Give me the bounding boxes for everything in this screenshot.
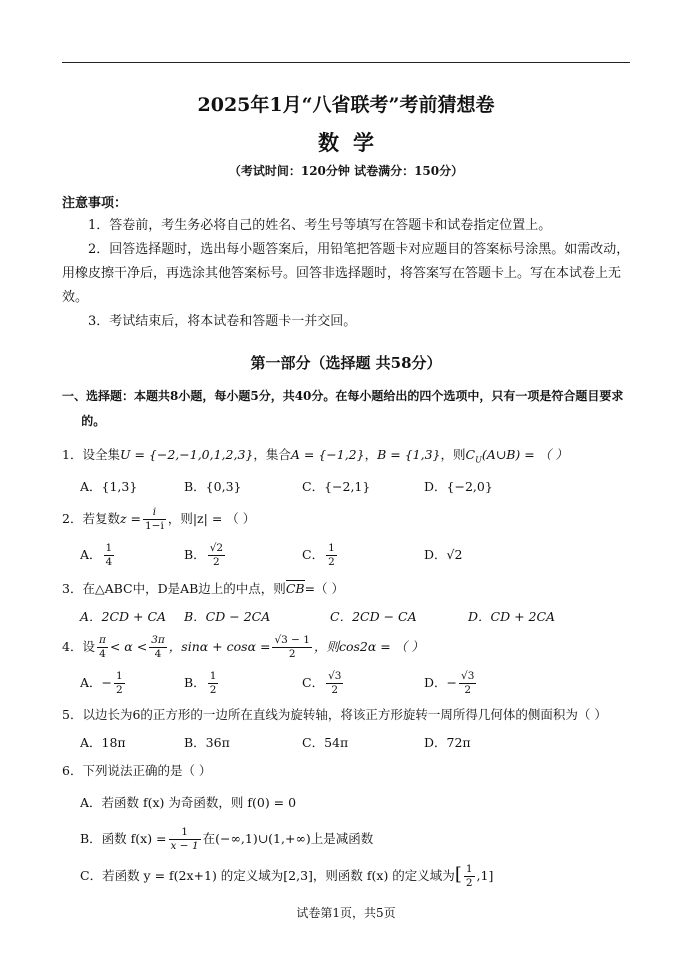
exam-subject: 数学 <box>318 130 388 155</box>
q2-a-num: 1 <box>105 542 113 554</box>
q1-set-a: A = {−1,2} <box>290 447 365 462</box>
q2-den: 1−i <box>145 520 164 532</box>
question-4 <box>62 634 630 660</box>
q4-c-den: 2 <box>331 684 339 696</box>
question-3 <box>62 576 630 602</box>
q1-lead: 1．设全集 <box>62 447 120 462</box>
q3-options <box>80 604 640 630</box>
q4-right-num: 3π <box>151 634 165 646</box>
q4-b-den: 2 <box>209 684 217 696</box>
q2-c-label: C． <box>302 547 325 562</box>
q2-option-a[interactable] <box>80 542 116 569</box>
q1-text: ， <box>364 447 378 462</box>
question-1 <box>62 442 630 468</box>
q5-options <box>80 730 640 756</box>
q3-option-d[interactable]: D．CD + 2CA <box>468 609 556 624</box>
q5-option-a[interactable]: A．18π <box>80 735 126 750</box>
q3-vector: CB <box>285 581 305 596</box>
q6-option-b[interactable] <box>80 826 640 853</box>
q2-fraction <box>143 506 166 533</box>
q3-lead: 3．在△ABC中，D是AB边上的中点，则 <box>62 581 286 596</box>
q2-lead: 2．若复数 <box>62 511 120 526</box>
exam-title: 2025年1月“八省联考”考前猜想卷 <box>197 94 495 116</box>
q2-option-c[interactable] <box>302 542 339 569</box>
q5-option-b[interactable]: B．36π <box>184 735 230 750</box>
q6-c-lead: C．若函数 y = f(2x+1) 的定义域为[2,3]，则函数 f(x) 的定义域为 <box>80 868 455 883</box>
q6-c-den: 2 <box>465 877 473 889</box>
notice-item: 3．考试结束后，将本试卷和答题卡一并交回。 <box>88 314 357 329</box>
header-rule <box>62 62 630 63</box>
q6-option-a[interactable]: A．若函数 f(x) 为奇函数，则 f(0) = 0 <box>80 795 297 810</box>
q1-options <box>80 474 640 500</box>
q4-options <box>80 670 640 696</box>
notice-item: 2．回答选择题时，选出每小题答案后，用铅笔把答题卡对应题目的答案标号涂黑。如需改动，用橡皮擦干净后，再选涂其他答案标号。回答非选择题时，将答案写在答题卡上。写在本试卷上无效。 <box>62 242 630 305</box>
q4-b-num: 1 <box>209 670 217 682</box>
q3-tail: =（ ） <box>304 581 345 596</box>
q2-tail: ，则|z| = （ ） <box>167 511 256 526</box>
q1-text: ，则 <box>440 447 466 462</box>
q3-option-c[interactable]: C．2CD − CA <box>330 609 417 624</box>
q4-left-den: 4 <box>99 648 106 660</box>
question-5: 5．以边长为6的正方形的一边所在直线为旋转轴，将该正方形旋转一周所得几何体的侧面积为（ ） <box>62 707 607 722</box>
q4-rhs-den: 2 <box>288 648 296 660</box>
q2-c-num: 1 <box>328 542 335 554</box>
q6-option-c[interactable] <box>80 862 640 890</box>
q2-option-d[interactable] <box>424 542 462 568</box>
q4-ineq-mid: < α < <box>109 639 148 654</box>
q4-c-label: C． <box>302 675 325 690</box>
q1-option-a[interactable]: A．{1,3} <box>80 479 138 494</box>
q2-d-label: D． <box>424 547 447 562</box>
section-intro-text: 一、选择题：本题共8小题，每小题5分，共40分。在每小题给出的四个选项中，只有一项是符合题目要求的。 <box>62 389 624 428</box>
q2-a-den: 4 <box>105 556 113 568</box>
q1-complement-sub: U <box>475 455 482 465</box>
section-intro <box>62 384 630 434</box>
q1-text: ，集合 <box>253 447 291 462</box>
q6-b-tail: 在(−∞,1)∪(1,+∞)上是减函数 <box>202 831 374 846</box>
q4-a-den: 2 <box>116 684 123 696</box>
q2-options <box>80 542 640 568</box>
q2-b-den: 2 <box>213 556 220 568</box>
q1-option-c[interactable]: C．{−2,1} <box>302 479 371 494</box>
q2-c-den: 2 <box>328 556 335 568</box>
q4-option-b[interactable] <box>184 670 220 697</box>
q4-c-num: √3 <box>328 670 342 682</box>
q1-complement: C <box>465 447 476 462</box>
q2-d-val: √2 <box>446 547 463 562</box>
q4-option-c[interactable] <box>302 670 345 697</box>
question-6: 6．下列说法正确的是（ ） <box>62 763 212 778</box>
q2-option-b[interactable] <box>184 542 227 569</box>
page-footer: 试卷第1页，共5页 <box>296 906 396 920</box>
q4-tail: ，则cos2α = （ ） <box>313 639 424 654</box>
q2-z: z = <box>119 511 141 526</box>
q6-b-den: x − 1 <box>170 840 199 852</box>
q4-b-label: B． <box>184 675 206 690</box>
q4-mid: ，sinα + cosα = <box>168 639 271 654</box>
notice-item: 1．答卷前，考生务必将自己的姓名、考生号等填写在答题卡和试卷指定位置上。 <box>88 218 552 233</box>
q1-expr-tail: (A∪B) = （ ） <box>481 447 568 462</box>
q5-option-c[interactable]: C．54π <box>302 735 349 750</box>
q6-b-num: 1 <box>169 826 201 840</box>
exam-info: （考试时间：120分钟 试卷满分：150分） <box>228 164 464 178</box>
q3-option-a[interactable]: A．2CD + CA <box>80 609 167 624</box>
q1-option-b[interactable]: B．{0,3} <box>184 479 242 494</box>
q1-set-b: B = {1,3} <box>377 447 441 462</box>
notice-heading: 注意事项： <box>62 196 128 211</box>
q4-d-den: 2 <box>464 684 472 696</box>
q6-b-lead: B．函数 f(x) = <box>80 831 167 846</box>
part-title: 第一部分（选择题 共58分） <box>250 354 442 372</box>
q6-c-open: [ <box>454 864 462 885</box>
q4-d-label: D．− <box>424 675 457 690</box>
q4-option-d[interactable] <box>424 670 478 697</box>
q1-option-d[interactable]: D．{−2,0} <box>424 479 493 494</box>
q4-a-num: 1 <box>116 670 123 682</box>
q4-lead: 4．设 <box>62 639 95 654</box>
q1-set-u: U = {−2,−1,0,1,2,3} <box>119 447 254 462</box>
notice-list <box>62 214 630 334</box>
q2-a-label: A． <box>80 547 102 562</box>
q6-c-close: ,1] <box>476 868 494 883</box>
question-2 <box>62 506 630 532</box>
q4-a-label: A．− <box>80 675 113 690</box>
q2-b-label: B． <box>184 547 206 562</box>
q2-num: i <box>143 506 166 520</box>
q5-option-d[interactable]: D．72π <box>424 735 471 750</box>
q4-left-num: π <box>98 634 106 646</box>
q2-b-num: √2 <box>209 542 224 554</box>
q3-option-b[interactable]: B．CD − 2CA <box>184 609 271 624</box>
q4-option-a[interactable] <box>80 670 127 697</box>
q6-c-num: 1 <box>465 863 473 875</box>
q4-rhs-num: √3 − 1 <box>274 634 310 646</box>
q4-right-den: 4 <box>154 648 162 660</box>
q4-d-num: √3 <box>461 670 475 682</box>
